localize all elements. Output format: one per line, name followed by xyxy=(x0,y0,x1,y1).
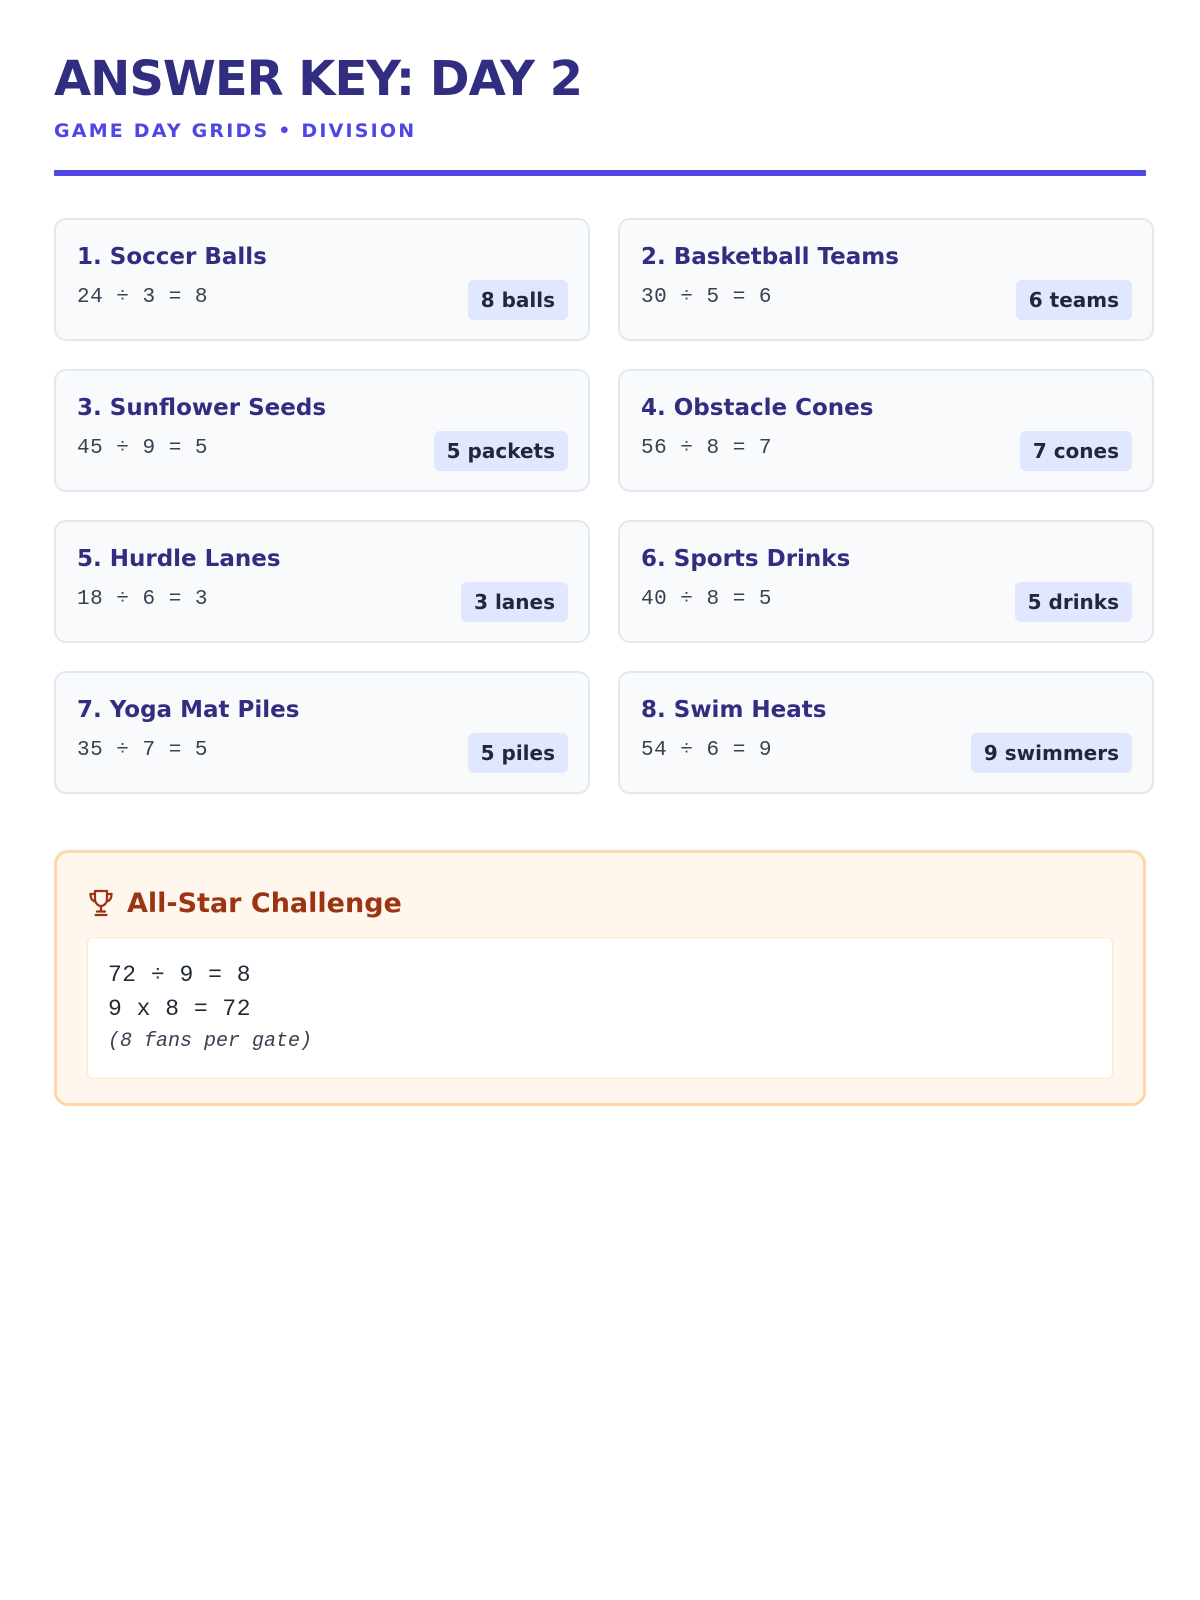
problem-equation: 35 ÷ 7 = 5 xyxy=(77,739,209,762)
challenge-equation: 72 ÷ 9 = 8 xyxy=(108,962,252,988)
challenge-check-equation: 9 x 8 = 72 xyxy=(108,996,252,1022)
problem-card xyxy=(54,520,590,643)
page-title: ANSWER KEY: DAY 2 xyxy=(54,51,583,107)
trophy-icon xyxy=(87,888,115,918)
answer-badge: 7 cones xyxy=(1020,431,1132,471)
problem-equation: 18 ÷ 6 = 3 xyxy=(77,588,209,611)
challenge-title: All-Star Challenge xyxy=(127,887,402,919)
answer-badge: 9 swimmers xyxy=(971,733,1132,773)
answer-badge: 5 piles xyxy=(468,733,568,773)
problem-title: 1. Soccer Balls xyxy=(77,244,267,270)
problem-card xyxy=(618,369,1154,492)
problem-equation: 45 ÷ 9 = 5 xyxy=(77,437,209,460)
problem-card xyxy=(618,671,1154,794)
problem-card xyxy=(618,520,1154,643)
answer-badge: 6 teams xyxy=(1016,280,1132,320)
problem-equation: 30 ÷ 5 = 6 xyxy=(641,286,773,309)
title-divider xyxy=(54,170,1146,176)
problem-grid xyxy=(54,218,1146,794)
page-subtitle: GAME DAY GRIDS • DIVISION xyxy=(54,120,417,142)
problem-title: 4. Obstacle Cones xyxy=(641,395,874,421)
problem-equation: 40 ÷ 8 = 5 xyxy=(641,588,773,611)
challenge-header xyxy=(87,883,1113,923)
answer-badge: 5 packets xyxy=(434,431,568,471)
problem-equation: 24 ÷ 3 = 8 xyxy=(77,286,209,309)
problem-card xyxy=(54,369,590,492)
problem-equation: 56 ÷ 8 = 7 xyxy=(641,437,773,460)
problem-title: 2. Basketball Teams xyxy=(641,244,899,270)
problem-card xyxy=(618,218,1154,341)
problem-card xyxy=(54,671,590,794)
problem-title: 3. Sunflower Seeds xyxy=(77,395,327,421)
problem-title: 5. Hurdle Lanes xyxy=(77,546,281,572)
problem-title: 6. Sports Drinks xyxy=(641,546,851,572)
problem-title: 7. Yoga Mat Piles xyxy=(77,697,300,723)
challenge-answer-panel xyxy=(87,937,1113,1079)
answer-badge: 5 drinks xyxy=(1015,582,1132,622)
problem-title: 8. Swim Heats xyxy=(641,697,827,723)
problem-equation: 54 ÷ 6 = 9 xyxy=(641,739,773,762)
answer-badge: 3 lanes xyxy=(461,582,568,622)
answer-badge: 8 balls xyxy=(468,280,568,320)
challenge-box xyxy=(54,850,1146,1106)
challenge-note: (8 fans per gate) xyxy=(108,1030,313,1053)
problem-card xyxy=(54,218,590,341)
